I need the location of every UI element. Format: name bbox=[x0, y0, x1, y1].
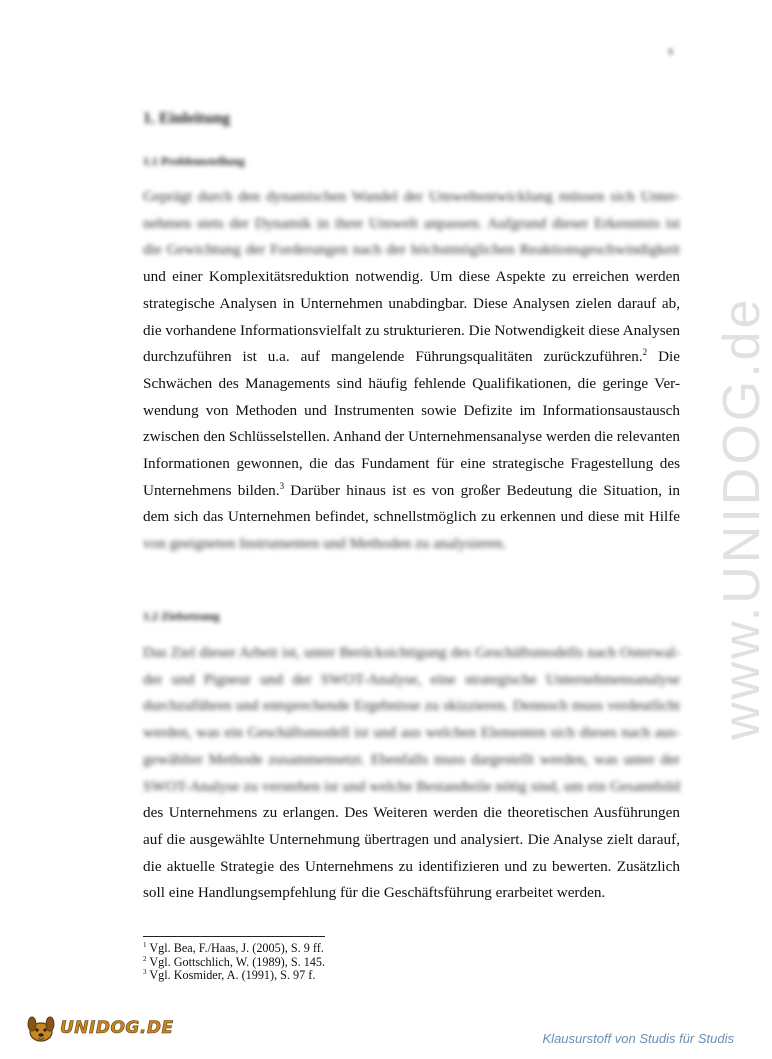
text-line: die aktuelle Strategie des Unternehmens zu identifizieren und zu bewerten. Zusätzlich bbox=[143, 857, 680, 875]
section-heading-goal: 1.2 Zielsetzung bbox=[143, 609, 220, 623]
footnote: $^1$ Vgl. Bea, F./Haas, J. (2005), S. 9 ff. bbox=[143, 940, 324, 955]
text-line: zwischen den Schlüsselstellen. Anhand der Unternehmensanalyse werden die relevanten bbox=[143, 428, 680, 446]
tagline: Klausurstoff von Studis für Studis bbox=[542, 1031, 734, 1046]
section-heading-problem: 1.1 Problemstellung bbox=[143, 154, 245, 168]
text-line: gewählter Methode zusammensetzt. Ebenfalls muss dargestellt werden, was unter der bbox=[143, 750, 680, 768]
text-line: die vorhandene Informationsvielfalt zu strukturieren. Die Notwendigkeit diese Analysen bbox=[143, 321, 680, 339]
text-line: Schwächen des Managements sind häufig fehlende Qualifikationen, die geringe Ver- bbox=[143, 374, 680, 392]
text-line: wendung von Methoden und Instrumenten sowie Defizite im Informationsaustausch bbox=[143, 401, 680, 419]
footnote-ref: 2 bbox=[642, 347, 648, 358]
text-line: strategische Analysen in Unternehmen unabdingbar. Diese Analysen zielen darauf ab, bbox=[143, 294, 680, 312]
chapter-heading: 1. Einleitung bbox=[143, 110, 231, 127]
dog-icon bbox=[24, 1012, 58, 1044]
text-line: durchzuführen und entsprechende Ergebnisse zu skizzieren. Dennoch muss verdeutlicht bbox=[143, 697, 680, 715]
text-line: des Unternehmens zu erlangen. Des Weiteren werden die theoretischen Ausführungen bbox=[143, 804, 680, 822]
text-line: von geeigneten Instrumenten und Methoden zu analysieren. bbox=[143, 535, 507, 553]
paragraph-problem bbox=[143, 184, 680, 558]
text-line: werden, was ein Geschäftsmodell ist und aus welchen Elementen sich dieses nach aus- bbox=[143, 724, 680, 742]
text-line: Informationen gewonnen, die das Fundament für eine strategische Fragestellung des bbox=[143, 455, 680, 473]
text-line: der und Pigneur und der SWOT-Analyse, eine strategische Unternehmensanalyse bbox=[143, 670, 680, 688]
unidog-logo[interactable] bbox=[24, 1012, 174, 1044]
footnote: $^3$ Vgl. Kosmider, A. (1991), S. 97 f. bbox=[143, 967, 316, 982]
text-line: Unternehmens bilden.$^3$ Darüber hinaus ist es von großer Bedeutung die Situation, in bbox=[143, 480, 681, 499]
text-line: durchzuführen ist u.a. auf mangelende Führungsqualitäten zurückzuführen.$^2$ Die bbox=[143, 347, 681, 366]
text-line: auf die ausgewählte Unternehmung übertragen und analysiert. Die Analyse zielt darauf, bbox=[143, 830, 680, 848]
footnote-ref: 3 bbox=[279, 480, 285, 491]
text-line: Das Ziel dieser Arbeit ist, unter Berücksichtigung des Geschäftsmodells nach Osterwal- bbox=[143, 644, 680, 661]
footnote-rule bbox=[143, 936, 325, 937]
footnote: $^2$ Vgl. Gottschlich, W. (1989), S. 145. bbox=[143, 954, 326, 969]
footnotes bbox=[143, 942, 325, 983]
logo-text: UNIDOG.DE bbox=[60, 1018, 174, 1038]
paragraph-goal bbox=[143, 640, 680, 907]
text-line: nehmen stets der Dynamik in ihrer Umwelt anpassen. Aufgrund dieser Erkenntnis ist bbox=[143, 214, 680, 232]
page-number: 6 bbox=[668, 46, 674, 58]
text-line: die Gewichtung der Forderungen nach der höchstmöglichen Reaktionsgeschwindigkeit bbox=[143, 241, 680, 259]
text-line: soll eine Handlungsempfehlung für die Geschäftsführung erarbeitet werden. bbox=[143, 884, 606, 902]
text-line: SWOT-Analyse zu verstehen ist und welche Bestandteile nötig sind, um ein Gesamtbild bbox=[143, 777, 680, 795]
text-line: und einer Komplexitätsreduktion notwendig. Um diese Aspekte zu erreichen werden bbox=[143, 268, 680, 286]
text-line: Geprägt durch den dynamischen Wandel der Umweltentwicklung müssen sich Unter- bbox=[143, 188, 680, 205]
watermark: www.UNIDOG.de bbox=[713, 296, 771, 740]
text-line: dem sich das Unternehmen befindet, schnellstmöglich zu erkennen und diese mit Hilfe bbox=[143, 508, 680, 526]
